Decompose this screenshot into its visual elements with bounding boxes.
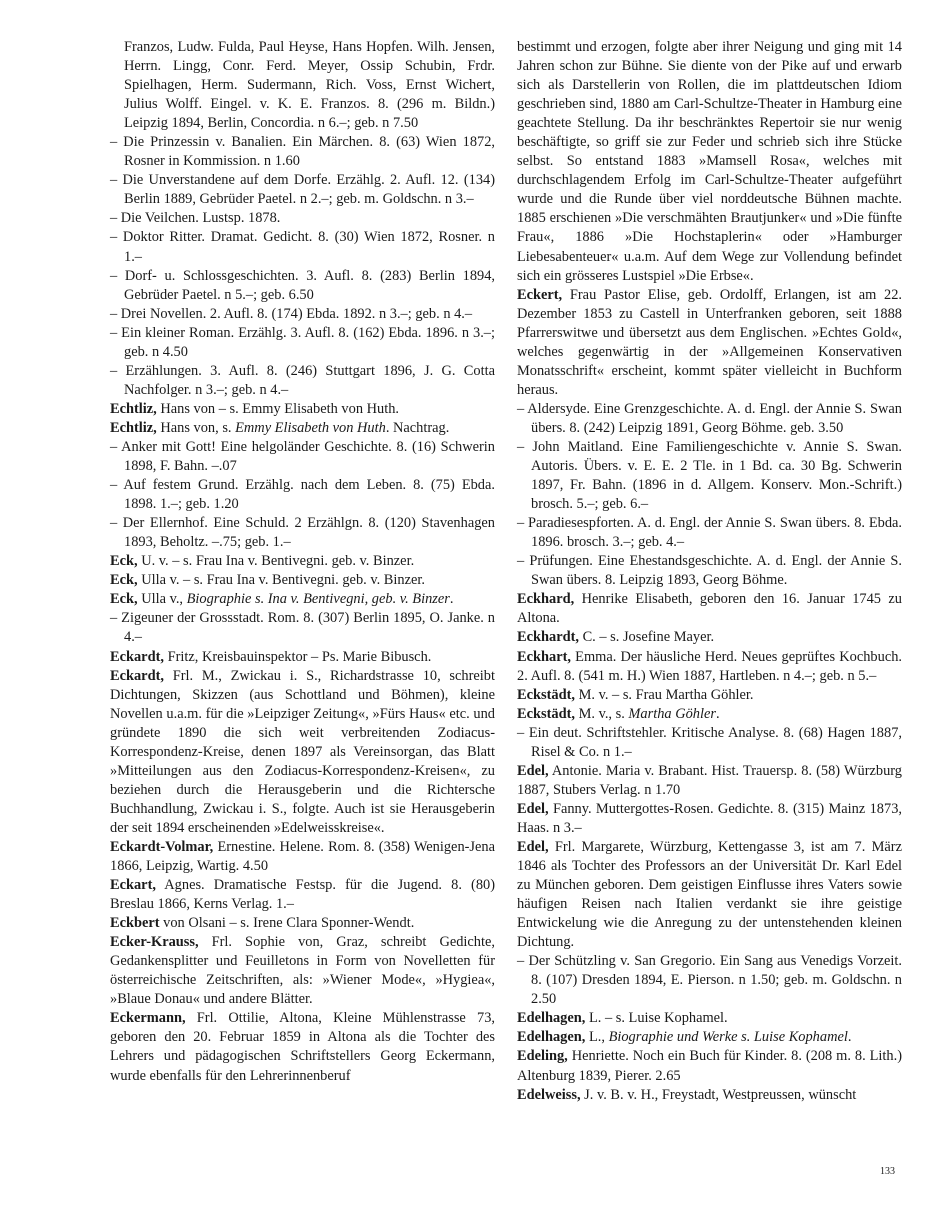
entry-text: Henrike Elisabeth, geboren den 16. Januar 1745 zu Altona. [517, 591, 902, 627]
entry-headword: Eckhard, [517, 591, 575, 608]
entry-text: Frl. M., Zwickau i. S., Richardstrasse 10, schreibt Dichtungen, Skizzen (aus Schottland und Böhmen), kleine Novellen u.a.m. für die »Leipziger Zeitung«, »Fürs Haus« etc. und gründete 1890 die sich weit verbreitenden Zodiacus-Korrespondenz-Kreise, denen 1897 als Vereinsorgan, das Blatt »Mitteilungen aus den Zodiacus-Korrespondenz-Kreisen«, zu beziehen durch die Herausgeberin und die Richtersche Buchhandlung, Zwickau i. S., folgte. Auch ist sie Herausgeberin der seit 1894 erscheinenden »Edelweisskreise«. [110, 667, 495, 836]
author-entry [517, 686, 902, 705]
entry-headword: Eckert, [517, 286, 563, 303]
entry-headword: Eckhart, [517, 648, 571, 665]
entry-continuation [517, 38, 902, 286]
work-entry [110, 133, 495, 171]
author-entry [110, 648, 495, 667]
entry-text: Hans von – s. Emmy Elisabeth von Huth. [156, 400, 399, 417]
entry-headword: Edel, [517, 838, 549, 855]
entry-text: Frl. Margarete, Würzburg, Kettengasse 3, ist am 7. März 1846 als Tochter des Professors an der Universität Dr. Karl Edel zu München geboren. Dem geistigen Einflusse ihres Vaters sowie häufigen Reisen nach Italien verdankt sie ihre geistige Entwickelung wie die Anregung zu der untenstehenden kleinen Dichtung. [517, 838, 902, 951]
entry-text: – Auf festem Grund. Erzählg. nach dem Leben. 8. (75) Ebda. 1898. 1.–; geb. 1.20 [110, 477, 495, 513]
entry-text: Ulla v. – s. Frau Ina v. Bentivegni. geb. v. Binzer. [137, 572, 425, 589]
work-entry [517, 552, 902, 590]
author-entry [110, 1009, 495, 1085]
entry-text: – Ein kleiner Roman. Erzählg. 3. Aufl. 8. (162) Ebda. 1896. n 3.–; geb. n 4.50 [110, 324, 495, 360]
entry-text: L. – s. Luise Kophamel. [585, 1010, 728, 1027]
entry-text: L., [585, 1029, 609, 1046]
work-entry [110, 324, 495, 362]
work-entry [517, 952, 902, 1009]
entry-headword: Eckstädt, [517, 686, 575, 703]
entry-text: Franzos, Ludw. Fulda, Paul Heyse, Hans Hopfen. Wilh. Jensen, Herrn. Lingg, Conr. Ferd. Meyer, Ossip Schubin, Frdr. Spielhagen, Herm. Sudermann, Rich. Voss, Ernst Wichert, Julius Wolff. Eingel. v. K. E. Franzos. 8. (296 m. Bildn.) Leipzig 1894, Berlin, Concordia. n 6.–; geb. n 7.50 [124, 39, 495, 132]
entry-text: – Zigeuner der Grossstadt. Rom. 8. (307) Berlin 1895, O. Janke. n 4.– [110, 610, 495, 646]
entry-text: – Die Unverstandene auf dem Dorfe. Erzählg. 2. Aufl. 12. (134) Berlin 1889, Gebrüder Paetel. n 2.–; geb. m. Goldschn. n 3.– [110, 172, 495, 208]
entry-text: – Paradiesespforten. A. d. Engl. der Annie S. Swan übers. 8. Ebda. 1896. brosch. 3.–; geb. 4.– [517, 515, 902, 551]
entry-text: – Prüfungen. Eine Ehestandsgeschichte. A. d. Engl. der Annie S. Swan übers. 8. Leipzig 1893, Georg Böhme. [517, 553, 902, 589]
entry-text: Fanny. Muttergottes-Rosen. Gedichte. 8. (315) Mainz 1873, Haas. n 3.– [517, 800, 902, 836]
entry-text: Frl. Sophie von, Graz, schreibt Gedichte, Gedankensplitter und Feuilletons in Form von Novelletten für österreichische Zeitschriften, als: »Wiener Mode«, »Hygiea«, »Blaue Donau« und andere Blätter. [110, 934, 495, 1008]
entry-reference: Biographie und Werke s. Luise Kophamel [608, 1029, 848, 1046]
author-entry [517, 762, 902, 800]
entry-text: – John Maitland. Eine Familiengeschichte v. Annie S. Swan. Autoris. Übers. v. E. E. 2 Tle. in 1 Bd. ca. 30 Bg. Schwerin 1897, Fr. Bahn. (1896 in d. Allgem. Konserv. Mon.-Schrift.) brosch. 5.–; geb. 6.– [517, 438, 902, 513]
entry-reference: Martha Göhler [628, 705, 716, 722]
author-entry [110, 914, 495, 933]
entry-headword: Echtliz, [110, 419, 157, 436]
entry-tail: . [449, 591, 454, 608]
entry-headword: Eck, [110, 553, 138, 570]
author-entry [110, 667, 495, 838]
entry-headword: Eck, [110, 572, 138, 589]
entry-tail: . [847, 1029, 852, 1046]
author-entry [517, 286, 902, 400]
entry-text: – Die Veilchen. Lustsp. 1878. [110, 210, 281, 227]
work-entry [110, 171, 495, 209]
work-entry [110, 209, 495, 228]
author-entry [517, 1009, 902, 1028]
entry-text: bestimmt und erzogen, folgte aber ihrer Neigung und ging mit 14 Jahren schon zur Bühne. Sie diente von der Pike auf und erwarb sich als Darstellerin von Rollen, die im plattdeutschen Idiom geschrieben sind, 1880 am Carl-Schultze-Theater in Hamburg eine geachtete Stellung. Da ihr beschränktes Repertoir sie nur wenig beschäftigte, so griff sie zur Feder und schrieb sich ihre Stücke selbst. So entstand 1883 »Mamsell Rosa«, welches mit durchschlagendem Erfolg im Carl-Schultze-Theater aufgeführt wurde und die Runde über viel norddeutsche Bühnen machte. 1885 erschienen »Die verschmähten Brautjunker« und »Die fünfte Frau«, 1886 »Die Hochstaplerin« oder »Hamburger Liebesabenteuer« u.a.m. Auf dem Wege zur Vollendung befindet sich ein grösseres Lustspiel »Die Erbse«. [517, 39, 902, 284]
entry-headword: Echtliz, [110, 400, 157, 417]
entry-text: – Erzählungen. 3. Aufl. 8. (246) Stuttgart 1896, J. G. Cotta Nachfolger. n 3.–; geb. n 4.– [110, 362, 495, 398]
entry-headword: Eckhardt, [517, 629, 579, 646]
author-entry [517, 705, 902, 724]
entry-text: Ernestine. Helene. Rom. 8. (358) Wenigen-Jena 1866, Leipzig, Wartig. 4.50 [110, 838, 495, 875]
entry-reference: Biographie s. Ina v. Bentivegni, geb. v. Binzer [186, 591, 450, 608]
entry-text: – Anker mit Gott! Eine helgoländer Geschichte. 8. (16) Schwerin 1898, F. Bahn. –.07 [110, 438, 495, 475]
entry-continuation [110, 38, 495, 133]
entry-headword: Eckart, [110, 877, 156, 894]
author-entry [517, 590, 902, 628]
entry-text: Henriette. Noch ein Buch für Kinder. 8. (208 m. 8. Lith.) Altenburg 1839, Pierer. 2.65 [517, 1048, 902, 1084]
author-entry [110, 933, 495, 1009]
entry-headword: Eckardt-Volmar, [110, 838, 214, 855]
work-entry [110, 438, 495, 476]
entry-text: Emma. Der häusliche Herd. Neues geprüftes Kochbuch. 2. Aufl. 8. (541 m. H.) Wien 1887, Hartleben. n 4.–; geb. n 5.– [517, 648, 902, 684]
work-entry [517, 724, 902, 762]
right-column [517, 38, 902, 1105]
author-entry [517, 648, 902, 686]
entry-text: U. v. – s. Frau Ina v. Bentivegni. geb. v. Binzer. [137, 553, 415, 570]
work-entry [110, 305, 495, 324]
author-entry [110, 590, 495, 609]
page-number: 133 [880, 1166, 895, 1177]
entry-text: Ulla v., [137, 591, 187, 608]
entry-text: – Ein deut. Schriftstehler. Kritische Analyse. 8. (68) Hagen 1887, Risel & Co. n 1.– [517, 724, 902, 760]
entry-text: – Die Prinzessin v. Banalien. Ein Märchen. 8. (63) Wien 1872, Rosner in Kommission. n 1.60 [110, 134, 495, 170]
entry-headword: Ecker-Krauss, [110, 934, 199, 951]
work-entry [110, 514, 495, 552]
work-entry [110, 228, 495, 266]
author-entry [517, 1028, 902, 1047]
entry-headword: Eckstädt, [517, 705, 575, 722]
entry-text: – Der Schützling v. San Gregorio. Ein Sang aus Venedigs Vorzeit. 8. (107) Dresden 1894, E. Pierson. n 1.50; geb. m. Goldschn. n 2.50 [517, 953, 902, 1008]
author-entry [517, 1047, 902, 1085]
entry-headword: Eckbert [110, 915, 160, 932]
entry-text: C. – s. Josefine Mayer. [578, 629, 715, 646]
author-entry [110, 552, 495, 571]
entry-headword: Edeling, [517, 1048, 568, 1065]
entry-text: Hans von, s. [156, 419, 236, 436]
entry-tail: . [715, 705, 720, 722]
author-entry [110, 419, 495, 438]
entry-text: J. v. B. v. H., Freystadt, Westpreussen, wünscht [580, 1086, 857, 1103]
entry-text: – Dorf- u. Schlossgeschichten. 3. Aufl. 8. (283) Berlin 1894, Gebrüder Paetel. n 5.–; geb. 6.50 [110, 267, 495, 303]
work-entry [517, 438, 902, 514]
author-entry [110, 876, 495, 914]
entry-text: Fritz, Kreisbauinspektor – Ps. Marie Bibusch. [163, 648, 432, 665]
entry-text: – Doktor Ritter. Dramat. Gedicht. 8. (30) Wien 1872, Rosner. n 1.– [110, 229, 495, 265]
author-entry [517, 1086, 902, 1105]
entry-headword: Eckermann, [110, 1010, 186, 1027]
entry-headword: Edelweiss, [517, 1086, 581, 1103]
entry-headword: Edelhagen, [517, 1010, 586, 1027]
entry-text: von Olsani – s. Irene Clara Sponner-Wendt. [159, 915, 415, 932]
work-entry [517, 514, 902, 552]
author-entry [110, 571, 495, 590]
entry-text: – Der Ellernhof. Eine Schuld. 2 Erzählgn. 8. (120) Stavenhagen 1893, Beholtz. –.75; geb. 1.– [110, 515, 495, 551]
entry-tail: . Nachtrag. [385, 419, 450, 436]
entry-headword: Eck, [110, 591, 138, 608]
entry-text: M. v., s. [574, 705, 629, 722]
entry-text: Frau Pastor Elise, geb. Ordolff, Erlangen, ist am 22. Dezember 1853 zu Castell in Unterfranken geboren, seit 1888 Pfarrerswitwe und übersetzt aus dem Englischen. »Echtes Gold«, welches gegenwärtig in der »Allgemeinen Konservativen Monatsschrift« erscheint, kommt später vielleicht in Buchform heraus. [517, 286, 902, 398]
entry-text: Agnes. Dramatische Festsp. für die Jugend. 8. (80) Breslau 1866, Kerns Verlag. 1.– [110, 877, 495, 913]
author-entry [517, 800, 902, 838]
author-entry [517, 628, 902, 647]
entry-headword: Edel, [517, 762, 549, 779]
entry-text: Frl. Ottilie, Altona, Kleine Mühlenstrasse 73, geboren den 20. Februar 1859 in Altona als die Tochter des Lehrers und pädagogischen Schriftstellers Georg Eckermann, wurde ebenfalls für den Lehrerinnenberuf [110, 1010, 495, 1084]
entry-headword: Edelhagen, [517, 1029, 586, 1046]
entry-text: – Drei Novellen. 2. Aufl. 8. (174) Ebda. 1892. n 3.–; geb. n 4.– [110, 305, 473, 322]
entry-text: M. v. – s. Frau Martha Göhler. [574, 686, 754, 703]
author-entry [110, 400, 495, 419]
work-entry [110, 362, 495, 400]
entry-headword: Eckardt, [110, 667, 164, 684]
work-entry [517, 400, 902, 438]
entry-headword: Eckardt, [110, 648, 164, 665]
author-entry [517, 838, 902, 952]
work-entry [110, 267, 495, 305]
entry-text: Antonie. Maria v. Brabant. Hist. Trauersp. 8. (58) Würzburg 1887, Stubers Verlag. n 1.70 [517, 762, 902, 798]
entry-headword: Edel, [517, 800, 549, 817]
left-column [110, 38, 495, 1086]
author-entry [110, 838, 495, 876]
entry-reference: Emmy Elisabeth von Huth [235, 419, 386, 436]
entry-text: – Aldersyde. Eine Grenzgeschichte. A. d. Engl. der Annie S. Swan übers. 8. (242) Leipzig 1891, Georg Böhme. geb. 3.50 [517, 400, 902, 436]
work-entry [110, 609, 495, 647]
work-entry [110, 476, 495, 514]
